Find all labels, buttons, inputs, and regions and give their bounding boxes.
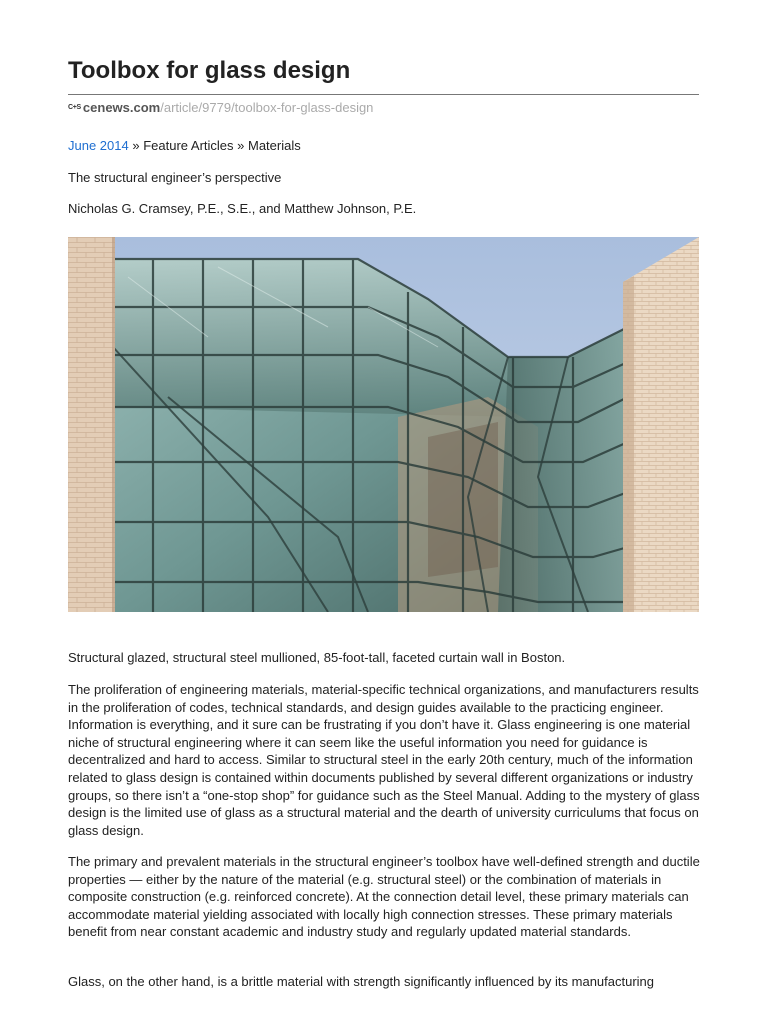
image-caption: Structural glazed, structural steel mullioned, 85-foot-tall, faceted curtain wall in Boston. <box>68 650 566 665</box>
breadcrumb-issue-link[interactable]: June 2014 <box>68 138 129 153</box>
article-authors: Nicholas G. Cramsey, P.E., S.E., and Matthew Johnson, P.E. <box>68 201 417 216</box>
breadcrumb-separator: » <box>233 138 248 153</box>
title-divider <box>68 94 699 95</box>
article-paragraph: The proliferation of engineering materials, material-specific technical organizations, and manufacturers results in the proliferation of codes, technical standards, and design guides available to the practicing engineer. Information is everything, and it sure can be frustrating if you don’t have it. Glass engineering is one material niche of structural engineering where it can seem like the useful information you need for guidance is decentralized and hard to access. Similar to structural steel in the early 20th century, much of the information related to glass design is contained within documents published by several different organizations or industry groups, so there isn’t a “one-stop shop” for guidance such as the Steel Manual. Adding to the mystery of glass design is the limited use of glass as a structural material and the dearth of university curriculums that focus on glass design. <box>68 682 700 838</box>
cs-logo-icon: C+S <box>68 104 81 111</box>
article-paragraph: The primary and prevalent materials in the structural engineer’s toolbox have well-defined strength and ductile properties — either by the nature of the material (e.g. structural steel) or the combination of materials in composite construction (e.g. reinforced concrete). At the connection detail level, these primary materials can accommodate material yielding associated with locally high connection stresses. These primary materials benefit from near constant academic and industry study and regularly updated material standards. <box>68 854 700 940</box>
breadcrumb-separator: » <box>128 138 144 153</box>
breadcrumb-section: Feature Articles <box>143 138 234 153</box>
source-path[interactable]: /article/9779/toolbox-for-glass-design <box>160 100 374 115</box>
source-url[interactable] <box>68 100 373 115</box>
hero-image <box>68 237 699 612</box>
breadcrumb-topic: Materials <box>248 138 301 153</box>
source-domain[interactable]: cenews.com <box>82 100 161 115</box>
article-subtitle: The structural engineer’s perspective <box>68 170 282 185</box>
article-title: Toolbox for glass design <box>68 57 351 84</box>
breadcrumb <box>68 138 301 153</box>
article-paragraph: Glass, on the other hand, is a brittle material with strength significantly influenced by its manufacturing <box>68 974 655 989</box>
glass-curtain-wall-photo <box>68 237 699 612</box>
